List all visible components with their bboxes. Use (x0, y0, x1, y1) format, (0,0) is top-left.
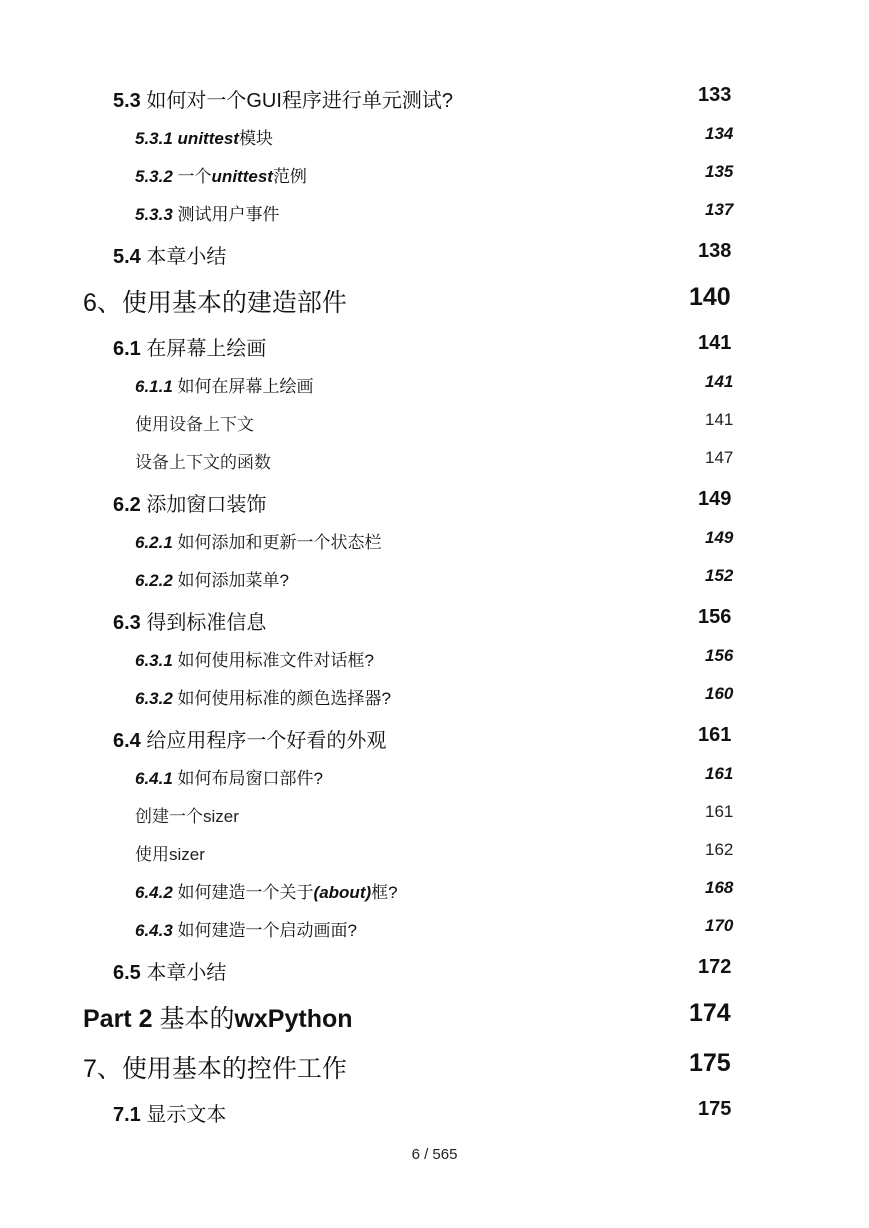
subsection-title: 如何在屏幕上绘画 (177, 377, 314, 396)
page-number: 134 (705, 124, 734, 143)
subsection-title-emphasis: (about) (313, 883, 372, 902)
subsection-title: 模块 (238, 129, 273, 148)
subsection-number: 6.2.1 (135, 533, 173, 552)
toc-entry-6-4-2[interactable] (135, 878, 734, 903)
section-title: 本章小结 (146, 246, 227, 268)
subsection-title: 一个 (177, 167, 212, 186)
page-number: 147 (705, 448, 734, 467)
toc-entry-6-3-2[interactable] (135, 684, 734, 709)
toc-entry-6-4[interactable] (113, 724, 732, 753)
subsection-title: 如何使用标准的颜色选择器? (177, 689, 392, 708)
page-number: 140 (689, 283, 731, 311)
subsection-number: 5.3.2 (135, 167, 173, 186)
toc-entry-6-4-1[interactable] (135, 764, 734, 789)
section-title: 得到标准信息 (146, 612, 267, 634)
subsection-title-emphasis: unittest (211, 167, 273, 186)
section-number: 5.3 (113, 90, 141, 112)
section-number: 6.2 (113, 494, 141, 516)
page-number: 141 (705, 410, 734, 429)
page-number: 162 (705, 840, 734, 859)
subsection-title-suffix: 框? (371, 883, 398, 902)
page-number: 141 (705, 372, 734, 391)
page-number: 149 (705, 528, 734, 547)
toc-entry-5-4[interactable] (113, 240, 732, 269)
toc-entry-use-sizer[interactable] (135, 840, 734, 865)
toc-entry-chapter-6[interactable] (83, 283, 731, 319)
page-number: 135 (705, 162, 734, 181)
section-number: 6.3 (113, 612, 141, 634)
entry-title: 设备上下文的函数 (135, 453, 271, 472)
subsection-title: 如何使用标准文件对话框? (177, 651, 375, 670)
subsection-title-suffix: 范例 (272, 167, 307, 186)
subsection-number: 6.4.2 (135, 883, 173, 902)
toc-entry-6-2-1[interactable] (135, 528, 734, 553)
page-number: 161 (705, 802, 734, 821)
entry-title: 使用sizer (135, 845, 205, 864)
entry-title: 创建一个sizer (135, 807, 239, 826)
toc-entry-device-context[interactable] (135, 410, 734, 435)
page-number: 156 (705, 646, 734, 665)
toc-entry-6-2[interactable] (113, 488, 732, 517)
page-number: 141 (698, 332, 732, 354)
toc-entry-device-context-functions[interactable] (135, 448, 734, 473)
part-title: 基本的 (159, 1005, 235, 1033)
toc-entry-chapter-7[interactable] (83, 1049, 731, 1085)
toc-entry-create-sizer[interactable] (135, 802, 734, 827)
page-number: 175 (689, 1049, 731, 1077)
subsection-title: 如何添加和更新一个状态栏 (177, 533, 382, 552)
page-number: 172 (698, 956, 732, 978)
page-number: 133 (698, 84, 732, 106)
page-number: 149 (698, 488, 732, 510)
entry-title: 使用设备上下文 (135, 415, 254, 434)
chapter-title: 7、使用基本的控件工作 (83, 1055, 347, 1083)
subsection-number: 6.3.1 (135, 651, 173, 670)
page-number: 137 (705, 200, 734, 219)
page-number: 160 (705, 684, 734, 703)
toc-entry-6-4-3[interactable] (135, 916, 734, 941)
toc-entry-6-3[interactable] (113, 606, 732, 635)
subsection-number: 6.1.1 (135, 377, 173, 396)
part-title-emphasis: wxPython (234, 1005, 353, 1033)
subsection-number: 5.3.1 (135, 129, 173, 148)
toc-entry-5-3-2[interactable] (135, 162, 734, 187)
part-number: Part 2 (83, 1005, 153, 1033)
page-number: 156 (698, 606, 732, 628)
page-indicator: 6 / 565 (411, 1146, 458, 1163)
page-number: 138 (698, 240, 732, 262)
toc-entry-6-3-1[interactable] (135, 646, 734, 671)
section-number: 6.1 (113, 338, 141, 360)
subsection-title: 如何添加菜单? (177, 571, 290, 590)
subsection-number: 6.4.3 (135, 921, 173, 940)
page-number: 168 (705, 878, 734, 897)
section-number: 5.4 (113, 246, 141, 268)
subsection-number: 6.4.1 (135, 769, 173, 788)
subsection-title: 如何建造一个关于 (177, 883, 314, 902)
section-title: 添加窗口装饰 (146, 494, 267, 516)
toc-entry-6-2-2[interactable] (135, 566, 734, 591)
page-number: 152 (705, 566, 734, 585)
subsection-title-emphasis: unittest (177, 129, 239, 148)
page-number: 161 (698, 724, 732, 746)
subsection-title: 如何布局窗口部件? (177, 769, 324, 788)
section-title: 显示文本 (146, 1104, 227, 1126)
section-number: 7.1 (113, 1104, 141, 1126)
toc-entry-5-3-1[interactable] (135, 124, 734, 149)
toc-entry-5-3-3[interactable] (135, 200, 734, 225)
toc-entry-7-1[interactable] (113, 1098, 732, 1127)
toc-entry-5-3[interactable] (113, 84, 732, 113)
subsection-number: 6.3.2 (135, 689, 173, 708)
section-title: 如何对一个GUI程序进行单元测试? (146, 90, 454, 112)
toc-entry-6-5[interactable] (113, 956, 732, 985)
section-title: 给应用程序一个好看的外观 (146, 730, 387, 752)
section-title: 本章小结 (146, 962, 227, 984)
subsection-title: 测试用户事件 (177, 205, 280, 224)
page-number: 175 (698, 1098, 732, 1120)
toc-entry-6-1-1[interactable] (135, 372, 734, 397)
subsection-number: 6.2.2 (135, 571, 173, 590)
page-number: 161 (705, 764, 734, 783)
subsection-title: 如何建造一个启动画面? (177, 921, 358, 940)
section-title: 在屏幕上绘画 (146, 338, 267, 360)
toc-entry-6-1[interactable] (113, 332, 732, 361)
page-number: 170 (705, 916, 734, 935)
toc-entry-part-2[interactable] (83, 999, 731, 1035)
page-number: 174 (689, 999, 731, 1027)
section-number: 6.5 (113, 962, 141, 984)
chapter-title: 6、使用基本的建造部件 (83, 289, 347, 317)
section-number: 6.4 (113, 730, 141, 752)
subsection-number: 5.3.3 (135, 205, 173, 224)
